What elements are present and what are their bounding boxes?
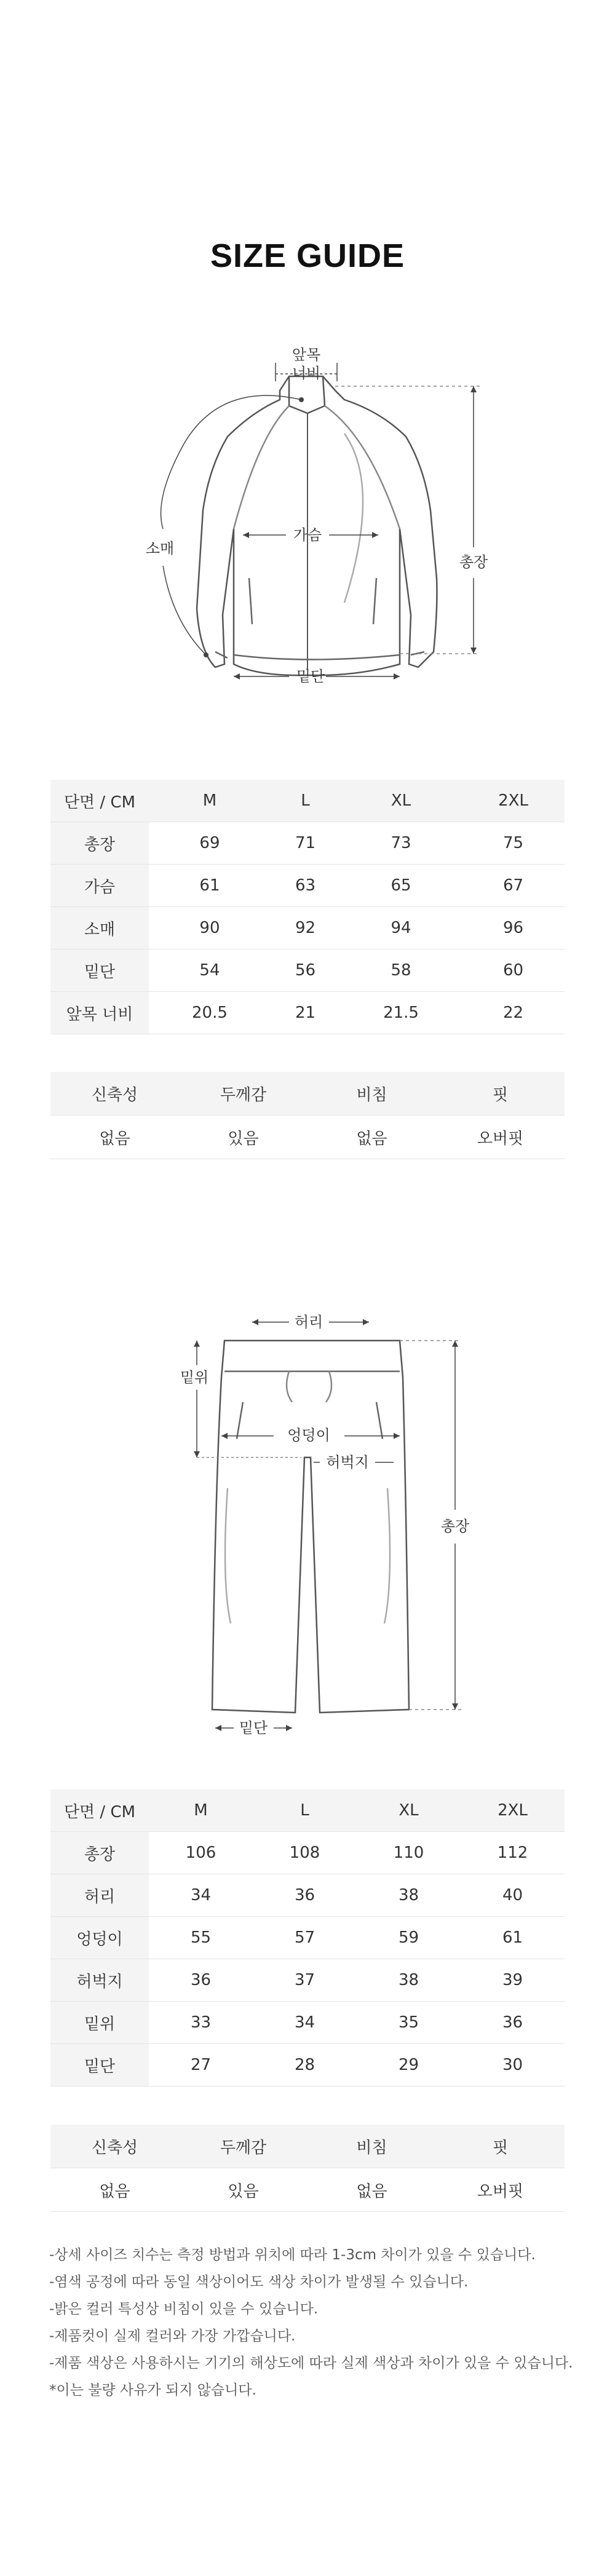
row-label: 허벅지 bbox=[50, 1959, 149, 2002]
jacket-collar bbox=[289, 376, 325, 413]
table-cell: 73 bbox=[340, 822, 462, 865]
attribute-header: 신축성 bbox=[50, 1072, 179, 1116]
table-row bbox=[50, 1874, 565, 1917]
collar-label-top: 앞목 bbox=[292, 346, 321, 363]
sleeve-label: 소매 bbox=[145, 540, 175, 557]
table-cell: 33 bbox=[149, 2002, 253, 2044]
table-cell: 29 bbox=[357, 2044, 461, 2087]
table-row bbox=[50, 992, 565, 1034]
rise-label: 밑위 bbox=[180, 1369, 209, 1386]
table-row bbox=[50, 822, 565, 865]
row-label: 밑단 bbox=[50, 2044, 149, 2087]
table-header-cell: XL bbox=[357, 1789, 461, 1832]
table-cell: 57 bbox=[253, 1917, 357, 1959]
thigh-label: 허벅지 bbox=[326, 1454, 369, 1471]
pants-diagram bbox=[0, 1304, 615, 1746]
table-cell: 37 bbox=[253, 1959, 357, 2002]
table-cell: 63 bbox=[271, 865, 340, 907]
row-label: 밑단 bbox=[50, 949, 149, 992]
note-item: -상세 사이즈 치수는 측정 방법과 위치에 따라 1-3cm 차이가 있을 수 있습니다. bbox=[49, 2247, 536, 2263]
attribute-value: 없음 bbox=[308, 2168, 436, 2212]
table-cell: 36 bbox=[149, 1959, 253, 2002]
attribute-value-row bbox=[50, 2168, 565, 2212]
note-item: -제품 색상은 사용하시는 기기의 해상도에 따라 실제 색상과 차이가 있을 수 있습니다. bbox=[49, 2355, 573, 2371]
table-cell: 55 bbox=[149, 1917, 253, 1959]
table-cell: 40 bbox=[461, 1874, 565, 1917]
jacket-size-table bbox=[50, 780, 565, 1034]
attribute-header: 핏 bbox=[436, 2125, 565, 2168]
table-cell: 28 bbox=[253, 2044, 357, 2087]
attribute-value: 오버핏 bbox=[436, 1116, 565, 1159]
table-cell: 35 bbox=[357, 2002, 461, 2044]
attribute-header: 핏 bbox=[436, 1072, 565, 1116]
table-cell: 75 bbox=[462, 822, 565, 865]
table-cell: 34 bbox=[253, 2002, 357, 2044]
table-cell: 94 bbox=[340, 907, 462, 949]
table-row bbox=[50, 907, 565, 949]
page-title: SIZE GUIDE bbox=[210, 237, 405, 274]
table-header-cell: M bbox=[149, 1789, 253, 1832]
pants-hem-label: 밑단 bbox=[239, 1719, 268, 1737]
row-label: 허리 bbox=[50, 1874, 149, 1917]
pants-length-label: 총장 bbox=[440, 1518, 470, 1535]
table-row bbox=[50, 1832, 565, 1874]
table-cell: 20.5 bbox=[149, 992, 271, 1034]
table-header-row bbox=[50, 1789, 565, 1832]
table-cell: 61 bbox=[149, 865, 271, 907]
row-label: 총장 bbox=[50, 1832, 149, 1874]
attribute-value: 없음 bbox=[50, 1116, 179, 1159]
note-item: -염색 공정에 따라 동일 색상이어도 색상 차이가 발생될 수 있습니다. bbox=[49, 2274, 469, 2290]
table-cell: 71 bbox=[271, 822, 340, 865]
jacket-length-label: 총장 bbox=[459, 553, 488, 571]
attribute-header: 비침 bbox=[308, 2125, 436, 2168]
table-cell: 60 bbox=[462, 949, 565, 992]
pants-attribute-table bbox=[50, 2125, 565, 2212]
hip-label: 엉덩이 bbox=[287, 1427, 330, 1444]
table-cell: 96 bbox=[462, 907, 565, 949]
row-label: 가슴 bbox=[50, 865, 149, 907]
table-header-cell: 단면 / CM bbox=[50, 1789, 149, 1832]
table-header-cell: 단면 / CM bbox=[50, 780, 149, 822]
row-label: 앞목 너비 bbox=[50, 992, 149, 1034]
attribute-value: 오버핏 bbox=[436, 2168, 565, 2212]
table-row bbox=[50, 2002, 565, 2044]
table-cell: 22 bbox=[462, 992, 565, 1034]
table-header-row bbox=[50, 780, 565, 822]
jacket-attribute-table bbox=[50, 1072, 565, 1159]
waist-label: 허리 bbox=[294, 1314, 323, 1331]
collar-label-bottom: 너비 bbox=[292, 365, 321, 382]
table-header-cell: L bbox=[271, 780, 340, 822]
table-header-cell: L bbox=[253, 1789, 357, 1832]
table-header-cell: XL bbox=[340, 780, 462, 822]
notes-list bbox=[49, 2241, 578, 2404]
row-label: 밑위 bbox=[50, 2002, 149, 2044]
table-cell: 67 bbox=[462, 865, 565, 907]
table-cell: 27 bbox=[149, 2044, 253, 2087]
attribute-header: 두께감 bbox=[179, 1072, 308, 1116]
jacket-diagram bbox=[0, 344, 615, 701]
attribute-value: 있음 bbox=[179, 2168, 308, 2212]
attribute-value-row bbox=[50, 1116, 565, 1159]
table-cell: 112 bbox=[461, 1832, 565, 1874]
note-item: -밝은 컬러 특성상 비침이 있을 수 있습니다. bbox=[49, 2301, 319, 2317]
table-cell: 90 bbox=[149, 907, 271, 949]
table-cell: 38 bbox=[357, 1959, 461, 2002]
table-cell: 106 bbox=[149, 1832, 253, 1874]
attribute-header-row bbox=[50, 1072, 565, 1116]
table-cell: 59 bbox=[357, 1917, 461, 1959]
table-header-cell: M bbox=[149, 780, 271, 822]
table-cell: 36 bbox=[253, 1874, 357, 1917]
table-cell: 69 bbox=[149, 822, 271, 865]
jacket-hem-label: 밑단 bbox=[296, 668, 325, 685]
table-cell: 92 bbox=[271, 907, 340, 949]
attribute-header-row bbox=[50, 2125, 565, 2168]
table-header-cell: 2XL bbox=[462, 780, 565, 822]
row-label: 총장 bbox=[50, 822, 149, 865]
table-cell: 21.5 bbox=[340, 992, 462, 1034]
attribute-value: 없음 bbox=[50, 2168, 179, 2212]
table-cell: 58 bbox=[340, 949, 462, 992]
table-cell: 38 bbox=[357, 1874, 461, 1917]
table-cell: 65 bbox=[340, 865, 462, 907]
table-row bbox=[50, 1917, 565, 1959]
table-row bbox=[50, 949, 565, 992]
attribute-header: 두께감 bbox=[179, 2125, 308, 2168]
table-row bbox=[50, 1959, 565, 2002]
attribute-header: 비침 bbox=[308, 1072, 436, 1116]
table-cell: 54 bbox=[149, 949, 271, 992]
table-cell: 39 bbox=[461, 1959, 565, 2002]
pants-outline bbox=[212, 1341, 409, 1713]
table-cell: 21 bbox=[271, 992, 340, 1034]
row-label: 엉덩이 bbox=[50, 1917, 149, 1959]
chest-label: 가슴 bbox=[293, 526, 322, 544]
table-cell: 61 bbox=[461, 1917, 565, 1959]
note-item: -제품컷이 실제 컬러와 가장 가깝습니다. bbox=[49, 2328, 296, 2344]
table-cell: 36 bbox=[461, 2002, 565, 2044]
table-header-cell: 2XL bbox=[461, 1789, 565, 1832]
attribute-value: 없음 bbox=[308, 1116, 436, 1159]
table-row bbox=[50, 865, 565, 907]
attribute-value: 있음 bbox=[179, 1116, 308, 1159]
pants-size-table bbox=[50, 1789, 565, 2087]
table-row bbox=[50, 2044, 565, 2087]
table-cell: 30 bbox=[461, 2044, 565, 2087]
table-cell: 56 bbox=[271, 949, 340, 992]
table-cell: 108 bbox=[253, 1832, 357, 1874]
attribute-header: 신축성 bbox=[50, 2125, 179, 2168]
note-item: *이는 불량 사유가 되지 않습니다. bbox=[49, 2382, 256, 2398]
table-cell: 34 bbox=[149, 1874, 253, 1917]
row-label: 소매 bbox=[50, 907, 149, 949]
table-cell: 110 bbox=[357, 1832, 461, 1874]
